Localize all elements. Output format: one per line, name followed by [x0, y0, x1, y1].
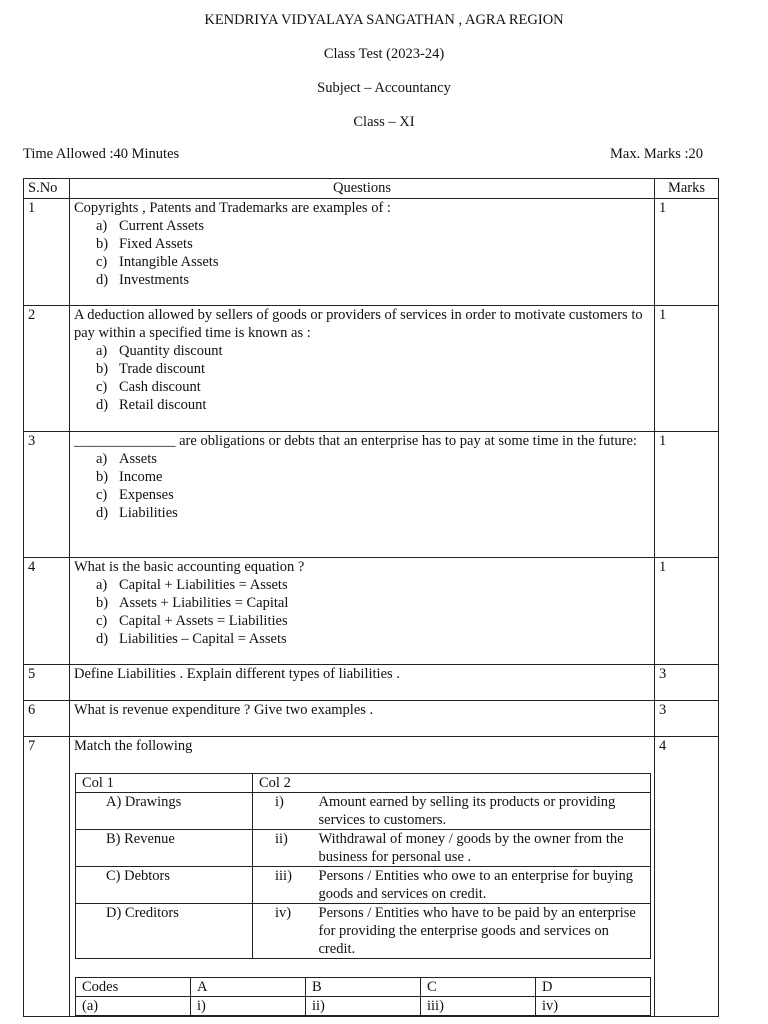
- subject-title: Subject – Accountancy: [317, 80, 451, 96]
- match-roman: iv): [253, 904, 313, 959]
- match-row: [76, 830, 651, 867]
- question-text: What is revenue expenditure ? Give two examples .: [70, 701, 655, 737]
- match-left: A) Drawings: [76, 793, 253, 830]
- table-row: [24, 432, 719, 558]
- org-title: KENDRIYA VIDYALAYA SANGATHAN , AGRA REGION: [204, 12, 564, 28]
- match-table: [75, 773, 651, 959]
- match-left: C) Debtors: [76, 867, 253, 904]
- list-item: d) Liabilities – Capital = Assets: [96, 631, 287, 647]
- list-item: b) Assets + Liabilities = Capital: [96, 595, 289, 611]
- question-number: 5: [24, 665, 70, 701]
- question-text: Define Liabilities . Explain different types of liabilities .: [70, 665, 655, 701]
- codes-header: B: [306, 978, 421, 997]
- question-number: 7: [24, 737, 70, 1017]
- list-item: a) Quantity discount: [96, 343, 223, 359]
- table-row: [24, 701, 719, 737]
- match-left: D) Creditors: [76, 904, 253, 959]
- question-marks: 4: [655, 737, 719, 1017]
- marks-header: Marks: [655, 179, 719, 199]
- codes-row: [76, 997, 651, 1016]
- time-allowed: Time Allowed :40 Minutes: [23, 146, 180, 162]
- match-left: B) Revenue: [76, 830, 253, 867]
- question-number: 2: [24, 306, 70, 432]
- list-item: a) Assets: [96, 451, 157, 467]
- match-header-row: [76, 774, 651, 793]
- question-number: 6: [24, 701, 70, 737]
- list-item: c) Intangible Assets: [96, 254, 219, 270]
- options-list: [74, 217, 650, 289]
- list-item: c) Capital + Assets = Liabilities: [96, 613, 288, 629]
- options-list: [74, 576, 650, 648]
- match-row: [76, 793, 651, 830]
- question-number: 4: [24, 558, 70, 665]
- table-header-row: [24, 179, 719, 199]
- codes-cell: iii): [421, 997, 536, 1016]
- question-text: ______________ are obligations or debts that an enterprise has to pay at some time in the future:: [74, 433, 637, 449]
- list-item: a) Current Assets: [96, 218, 204, 234]
- list-item: b) Fixed Assets: [96, 236, 193, 252]
- table-row: [24, 665, 719, 701]
- question-marks: 1: [655, 558, 719, 665]
- match-right: Amount earned by selling its products or providing services to customers.: [313, 793, 651, 830]
- codes-cell: (a): [76, 997, 191, 1016]
- codes-header: C: [421, 978, 536, 997]
- match-right: Persons / Entities who owe to an enterprise for buying goods and services on credit.: [313, 867, 651, 904]
- options-list: [74, 450, 650, 522]
- match-row: [76, 867, 651, 904]
- question-marks: 1: [655, 306, 719, 432]
- question-marks: 1: [655, 199, 719, 306]
- list-item: d) Liabilities: [96, 505, 178, 521]
- codes-table: [75, 977, 651, 1016]
- codes-cell: ii): [306, 997, 421, 1016]
- questions-table: [23, 178, 719, 1017]
- question-marks: 3: [655, 701, 719, 737]
- question-cell: [70, 432, 655, 558]
- question-marks: 1: [655, 432, 719, 558]
- max-marks: Max. Marks :20: [610, 146, 704, 162]
- list-item: c) Expenses: [96, 487, 174, 503]
- question-number: 3: [24, 432, 70, 558]
- match-row: [76, 904, 651, 959]
- list-item: c) Cash discount: [96, 379, 201, 395]
- questions-header: Questions: [70, 179, 655, 199]
- match-roman: ii): [253, 830, 313, 867]
- question-cell: [70, 558, 655, 665]
- question-number: 1: [24, 199, 70, 306]
- question-text: Match the following: [74, 738, 193, 754]
- question-text: A deduction allowed by sellers of goods or providers of services in order to motivate customers to pay within a specified time is known as :: [74, 307, 643, 341]
- list-item: b) Trade discount: [96, 361, 206, 377]
- match-right: Persons / Entities who have to be paid by an enterprise for providing the enterprise goods and services on credit.: [313, 904, 651, 959]
- class-title: Class – XI: [353, 114, 415, 130]
- codes-header: Codes: [76, 978, 191, 997]
- list-item: b) Income: [96, 469, 163, 485]
- table-row: [24, 306, 719, 432]
- sno-header: S.No: [24, 179, 70, 199]
- question-marks: 3: [655, 665, 719, 701]
- match-right: Withdrawal of money / goods by the owner from the business for personal use .: [313, 830, 651, 867]
- match-col1-header: Col 1: [76, 774, 253, 793]
- question-cell: [70, 199, 655, 306]
- options-list: [74, 342, 650, 414]
- codes-cell: iv): [536, 997, 651, 1016]
- test-title: Class Test (2023-24): [323, 46, 445, 62]
- match-roman: i): [253, 793, 313, 830]
- question-cell: [70, 737, 655, 1017]
- question-text: Copyrights , Patents and Trademarks are examples of :: [74, 200, 391, 216]
- codes-header: A: [191, 978, 306, 997]
- match-roman: iii): [253, 867, 313, 904]
- question-text: What is the basic accounting equation ?: [74, 559, 305, 575]
- codes-header: D: [536, 978, 651, 997]
- codes-cell: i): [191, 997, 306, 1016]
- table-row: [24, 737, 719, 1017]
- list-item: d) Investments: [96, 272, 190, 288]
- question-cell: [70, 306, 655, 432]
- table-row: [24, 558, 719, 665]
- match-col2-header: Col 2: [253, 774, 651, 793]
- list-item: a) Capital + Liabilities = Assets: [96, 577, 288, 593]
- list-item: d) Retail discount: [96, 397, 207, 413]
- table-row: [24, 199, 719, 306]
- codes-header-row: [76, 978, 651, 997]
